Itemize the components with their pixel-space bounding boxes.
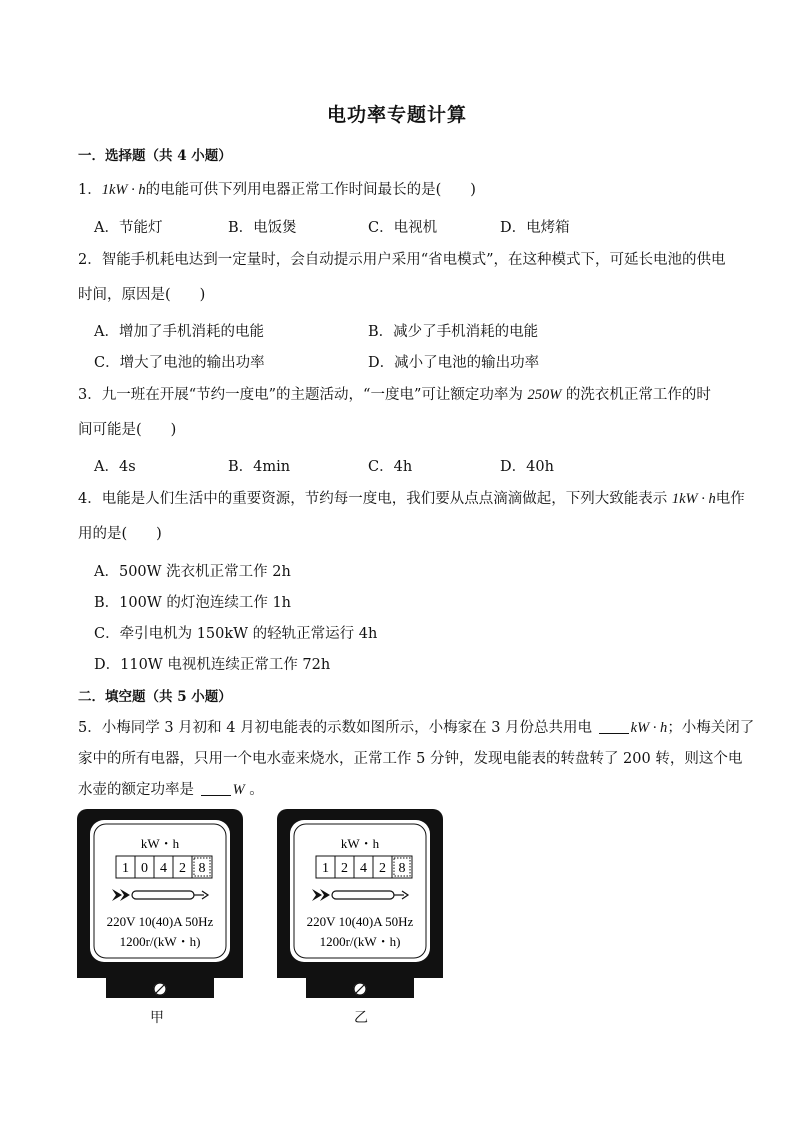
option-a[interactable]: A．节能灯 <box>94 220 163 236</box>
meter-digit: 8 <box>398 861 406 876</box>
option-b[interactable]: B．减少了手机消耗的电能 <box>368 324 539 340</box>
question-2-line-1: 2．智能手机耗电达到一定量时，会自动提示用户采用“省电模式”，在这种模式下，可延长电池的供电 <box>78 252 726 268</box>
power-value: 250W <box>527 387 562 403</box>
meter-digit: 4 <box>360 861 367 876</box>
meter-spec-revolutions: 1200r/(kW・h) <box>319 934 401 949</box>
unit-expression: kW · h <box>630 720 668 736</box>
meter-digit: 1 <box>122 861 129 876</box>
figure-caption-b: 乙 <box>354 1010 368 1026</box>
energy-meter-figure-b <box>276 808 444 978</box>
option-d[interactable]: D．110W 电视机连续正常工作 72h <box>94 657 331 673</box>
answer-blank[interactable] <box>201 781 231 796</box>
question-text: 的电能可供下列用电器正常工作时间最长的是( ) <box>145 182 476 198</box>
meter-digit: 1 <box>322 861 329 876</box>
meter-spec-rating: 220V 10(40)A 50Hz <box>306 914 414 929</box>
question-3-line-2: 间可能是( ) <box>78 422 177 438</box>
question-text: ；小梅关闭了 <box>667 720 755 736</box>
question-4-line-1 <box>78 487 745 508</box>
question-2-line-2: 时间，原因是( ) <box>78 287 206 303</box>
meter-digit: 2 <box>379 861 386 876</box>
option-d[interactable]: D．减小了电池的输出功率 <box>368 355 540 371</box>
option-a[interactable]: A．500W 洗衣机正常工作 2h <box>94 564 291 580</box>
option-b[interactable]: B．100W 的灯泡连续工作 1h <box>94 595 292 611</box>
terminal-screw-icon <box>152 981 168 997</box>
meter-spec-rating: 220V 10(40)A 50Hz <box>106 914 214 929</box>
meter-digit: 8 <box>198 861 206 876</box>
option-c[interactable]: C．牵引电机为 150kW 的轻轨正常运行 4h <box>94 626 378 642</box>
question-text: 3．九一班在开展“节约一度电”的主题活动，“一度电”可让额定功率为 <box>78 387 528 403</box>
meter-digit: 2 <box>179 861 186 876</box>
meter-digit: 4 <box>160 861 167 876</box>
section-heading-choice: 一．选择题（共 4 小题） <box>78 148 232 164</box>
meter-digit: 0 <box>141 861 148 876</box>
option-b[interactable]: B．4min <box>228 459 291 475</box>
question-5-line-3 <box>78 778 264 799</box>
question-3-line-1 <box>78 383 711 404</box>
section-heading-fill: 二．填空题（共 5 小题） <box>78 689 232 705</box>
question-4-line-2: 用的是( ) <box>78 526 162 542</box>
option-c[interactable]: C．增大了电池的输出功率 <box>94 355 265 371</box>
meter-unit-label: kW・h <box>340 836 380 851</box>
question-number: 1． <box>78 182 102 198</box>
option-d[interactable]: D．40h <box>500 459 554 475</box>
question-1 <box>78 178 476 199</box>
option-d[interactable]: D．电烤箱 <box>500 220 570 236</box>
energy-meter-figure-a <box>76 808 244 978</box>
answer-blank[interactable] <box>599 719 629 734</box>
question-text: 的洗衣机正常工作的时 <box>561 387 711 403</box>
figure-caption-a: 甲 <box>150 1010 164 1026</box>
question-text: 5．小梅同学 3 月初和 4 月初电能表的示数如图所示，小梅家在 3 月份总共用电 <box>78 720 597 736</box>
unit-expression: W <box>232 782 245 798</box>
question-5-line-1 <box>78 716 754 737</box>
option-b[interactable]: B．电饭煲 <box>228 220 297 236</box>
option-a[interactable]: A．增加了手机消耗的电能 <box>94 324 264 340</box>
terminal-screw-icon <box>352 981 368 997</box>
meter-unit-label: kW・h <box>140 836 180 851</box>
option-a[interactable]: A．4s <box>94 459 136 475</box>
page-title: 电功率专题计算 <box>326 104 467 126</box>
question-text: 电作 <box>715 491 745 507</box>
question-text: 水壶的额定功率是 <box>78 782 199 798</box>
question-5-line-2: 家中的所有电器，只用一个电水壶来烧水，正常工作 5 分钟，发现电能表的转盘转了 200 转，则这个电 <box>78 751 743 767</box>
option-c[interactable]: C．4h <box>368 459 413 475</box>
question-text: 。 <box>244 782 264 798</box>
option-c[interactable]: C．电视机 <box>368 220 438 236</box>
unit-expression: 1kW · h <box>101 182 146 198</box>
meter-digit: 2 <box>341 861 348 876</box>
unit-expression: 1kW · h <box>671 491 716 507</box>
question-text: 4．电能是人们生活中的重要资源，节约每一度电，我们要从点点滴滴做起，下列大致能表示 <box>78 491 672 507</box>
meter-spec-revolutions: 1200r/(kW・h) <box>119 934 201 949</box>
